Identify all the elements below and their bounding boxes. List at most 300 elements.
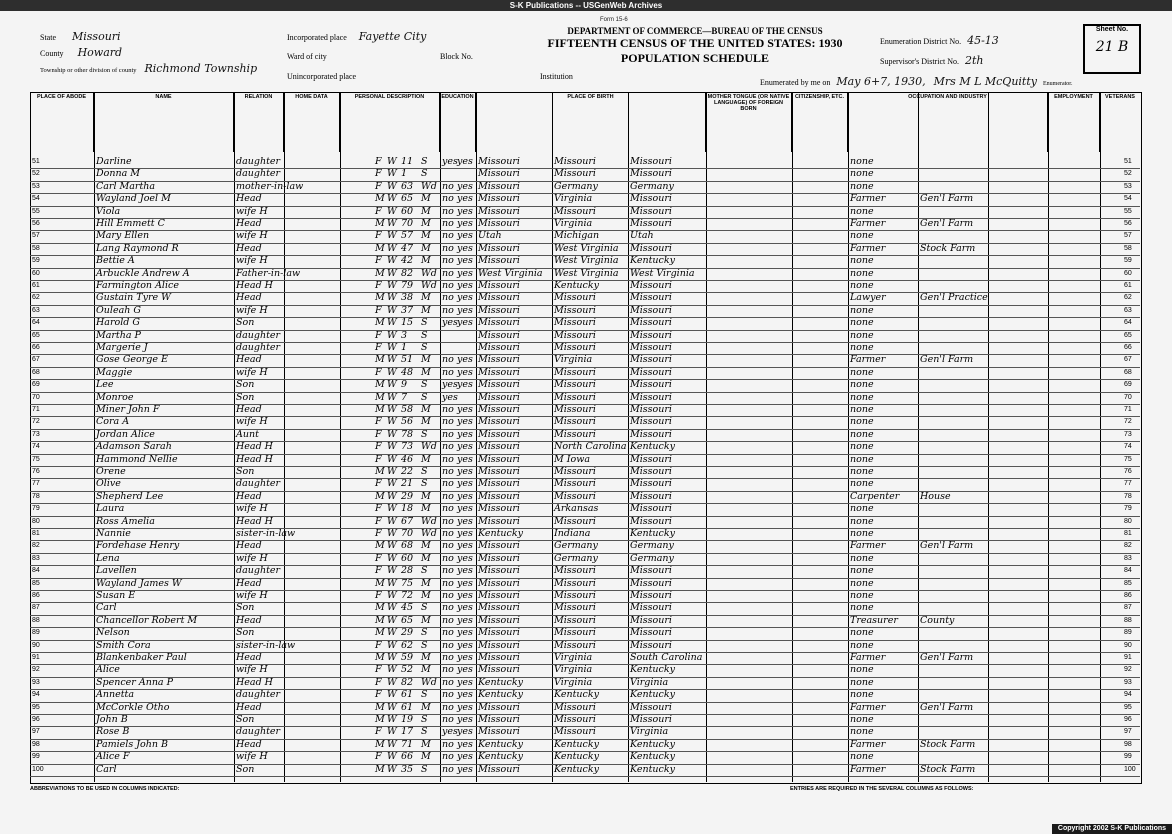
cell-marital: M — [421, 552, 431, 564]
cell-name: Lena — [96, 552, 120, 564]
cell-age: 67 — [401, 515, 414, 527]
cell-race: W — [387, 354, 397, 366]
cell-occupation: none — [850, 404, 874, 415]
cell-mother: Missouri — [630, 342, 672, 353]
cell-birth: Missouri — [478, 329, 520, 341]
cell-relation: Head — [236, 652, 262, 663]
cell-line: 60 — [32, 269, 40, 277]
cell-name: Lavellen — [96, 565, 137, 577]
cell-birth: Missouri — [478, 205, 520, 217]
table-row — [30, 714, 1140, 727]
cell-industry: Stock Farm — [920, 242, 976, 254]
cell-name: Susan E — [96, 590, 136, 601]
cell-mother: Missouri — [630, 292, 672, 304]
cell-father: Missouri — [554, 317, 596, 329]
cell-line-right: 70 — [1124, 393, 1132, 401]
cell-father: Missouri — [554, 292, 596, 304]
cell-sex: M — [375, 242, 385, 254]
cell-read: yes — [457, 255, 473, 267]
cell-line: 83 — [32, 554, 40, 562]
cell-line: 90 — [32, 641, 40, 649]
cell-birth: Missouri — [478, 416, 520, 428]
col-citizenship: CITIZENSHIP, ETC. — [792, 92, 848, 152]
cell-school: no — [442, 292, 454, 304]
cell-read: yes — [457, 602, 473, 614]
institution-label: Institution — [540, 72, 573, 81]
cell-sex: M — [375, 193, 385, 205]
cell-industry: Gen'l Farm — [920, 652, 974, 663]
cell-line-right: 77 — [1124, 480, 1132, 488]
cell-relation: Head — [236, 404, 262, 415]
table-row — [30, 516, 1140, 529]
cell-line: 64 — [32, 319, 40, 327]
supervisor-label: Supervisor's District No. — [880, 57, 959, 66]
cell-read: yes — [457, 404, 473, 415]
cell-school: no — [442, 218, 454, 229]
cell-line: 65 — [32, 331, 40, 339]
cell-line-right: 53 — [1124, 182, 1132, 190]
cell-school: no — [442, 763, 454, 775]
cell-father: Missouri — [554, 428, 596, 440]
cell-age: 19 — [401, 714, 414, 725]
cell-mother: Missouri — [630, 590, 672, 601]
cell-marital: Wd — [421, 180, 437, 192]
cell-name: Maggie — [96, 366, 133, 378]
cell-line: 75 — [32, 455, 40, 463]
table-row — [30, 156, 1140, 169]
cell-birth: Missouri — [478, 590, 520, 601]
cell-age: 60 — [401, 552, 414, 564]
cell-age: 3 — [401, 329, 408, 341]
cell-relation: Head — [236, 540, 262, 552]
cell-school: no — [442, 664, 454, 676]
cell-race: W — [387, 428, 397, 440]
table-row — [30, 292, 1140, 305]
sheet-label: Sheet No. — [1095, 26, 1129, 33]
cell-mother: Missouri — [630, 714, 672, 725]
cell-occupation: none — [850, 230, 874, 242]
cell-marital: M — [421, 652, 431, 663]
cell-race: W — [387, 205, 397, 217]
cell-mother: Germany — [630, 180, 674, 192]
cell-school: no — [442, 528, 454, 539]
table-row — [30, 478, 1140, 491]
cell-name: Monroe — [96, 391, 134, 403]
cell-marital: M — [421, 404, 431, 415]
enum-district-field — [880, 34, 999, 47]
cell-sex: F — [375, 168, 382, 180]
cell-relation: wife H — [236, 751, 268, 763]
cell-line-right: 91 — [1124, 654, 1132, 661]
cell-line-right: 90 — [1124, 641, 1132, 649]
cell-name: Alice F — [96, 751, 130, 763]
cell-occupation: Farmer — [850, 763, 886, 775]
incorporated-field — [287, 30, 426, 43]
cell-name: Viola — [96, 205, 121, 217]
table-row — [30, 540, 1140, 553]
cell-school: no — [442, 428, 454, 440]
cell-father: Indiana — [554, 528, 591, 539]
cell-line-right: 79 — [1124, 505, 1132, 513]
cell-race: W — [387, 441, 397, 453]
cell-name: Lee — [96, 379, 114, 391]
cell-school: no — [442, 614, 454, 626]
cell-line-right: 98 — [1124, 740, 1132, 748]
cell-father: North Carolina — [554, 441, 627, 453]
cell-race: W — [387, 304, 397, 316]
cell-birth: Missouri — [478, 478, 520, 490]
cell-occupation: none — [850, 751, 874, 763]
cell-race: W — [387, 602, 397, 614]
cell-age: 42 — [401, 255, 414, 267]
cell-marital: M — [421, 540, 431, 552]
cell-relation: daughter — [236, 329, 281, 341]
cell-read: yes — [457, 453, 473, 465]
cell-marital: M — [421, 218, 431, 229]
incorporated-label: Incorporated place — [287, 33, 347, 42]
cell-line-right: 99 — [1124, 753, 1132, 761]
cell-father: Missouri — [554, 577, 596, 589]
cell-father: Missouri — [554, 366, 596, 378]
cell-sex: F — [375, 366, 382, 378]
cell-name: Nelson — [96, 627, 130, 639]
cell-race: W — [387, 701, 397, 713]
cell-marital: S — [421, 428, 428, 440]
cell-name: Martha P — [96, 329, 141, 341]
county-label: County — [40, 49, 64, 58]
cell-relation: wife H — [236, 366, 268, 378]
cell-industry: Gen'l Farm — [920, 540, 974, 552]
cell-line: 84 — [32, 567, 40, 575]
cell-marital: S — [421, 391, 428, 403]
cell-line: 87 — [32, 604, 40, 612]
cell-age: 70 — [401, 218, 414, 229]
cell-race: W — [387, 329, 397, 341]
cell-relation: Father-in-law — [236, 267, 301, 279]
cell-line: 98 — [32, 740, 40, 748]
cell-line-right: 83 — [1124, 554, 1132, 562]
cell-name: Carl — [96, 602, 117, 614]
cell-sex: F — [375, 156, 382, 167]
cell-name: Shepherd Lee — [96, 490, 164, 502]
banner-bar — [0, 0, 1172, 11]
cell-school: no — [442, 652, 454, 663]
cell-mother: Kentucky — [630, 751, 675, 763]
cell-occupation: none — [850, 205, 874, 217]
cell-name: Alice — [96, 664, 120, 676]
cell-name: McCorkle Otho — [96, 701, 170, 713]
cell-race: W — [387, 230, 397, 242]
cell-line-right: 73 — [1124, 430, 1132, 438]
cell-marital: M — [421, 664, 431, 676]
cell-father: Missouri — [554, 701, 596, 713]
table-row — [30, 503, 1140, 516]
cell-read: yes — [457, 280, 473, 291]
cell-read: yes — [457, 366, 473, 378]
cell-line: 67 — [32, 356, 40, 364]
cell-line: 97 — [32, 728, 40, 736]
cell-relation: Son — [236, 602, 255, 614]
cell-mother: Missouri — [630, 478, 672, 490]
cell-line: 68 — [32, 368, 40, 376]
cell-marital: S — [421, 317, 428, 329]
cell-mother: Utah — [630, 230, 654, 242]
cell-name: Rose B — [96, 726, 130, 738]
cell-age: 65 — [401, 614, 414, 626]
cell-race: W — [387, 664, 397, 676]
cell-marital: M — [421, 503, 431, 515]
cell-name: Carl — [96, 763, 117, 775]
cell-marital: M — [421, 230, 431, 242]
cell-name: Annetta — [96, 689, 135, 701]
cell-name: Ross Amelia — [96, 515, 155, 527]
cell-sex: F — [375, 552, 382, 564]
cell-read: yes — [457, 639, 473, 651]
table-row — [30, 466, 1140, 479]
cell-relation: Head — [236, 614, 262, 626]
table-row — [30, 528, 1140, 541]
cell-school: yes — [442, 156, 458, 167]
cell-relation: Head H — [236, 280, 273, 291]
cell-father: Germany — [554, 540, 598, 552]
cell-birth: Missouri — [478, 242, 520, 254]
cell-race: W — [387, 639, 397, 651]
cell-line: 58 — [32, 244, 40, 252]
cell-sex: F — [375, 751, 382, 763]
cell-name: Adamson Sarah — [96, 441, 172, 453]
cell-name: Farmington Alice — [96, 280, 179, 291]
cell-race: W — [387, 565, 397, 577]
cell-father: West Virginia — [554, 255, 619, 267]
cell-race: W — [387, 738, 397, 750]
cell-read: yes — [457, 751, 473, 763]
cell-occupation: none — [850, 639, 874, 651]
cell-occupation: none — [850, 168, 874, 180]
table-row — [30, 615, 1140, 628]
cell-age: 17 — [401, 726, 414, 738]
cell-birth: Missouri — [478, 441, 520, 453]
cell-sex: M — [375, 701, 385, 713]
cell-age: 48 — [401, 366, 414, 378]
table-row — [30, 206, 1140, 219]
cell-industry: County — [920, 614, 955, 626]
cell-race: W — [387, 453, 397, 465]
cell-race: W — [387, 614, 397, 626]
cell-school: no — [442, 602, 454, 614]
cell-sex: M — [375, 577, 385, 589]
col-occupation: OCCUPATION AND INDUSTRY — [848, 92, 1048, 152]
table-row — [30, 677, 1140, 690]
cell-school: no — [442, 267, 454, 279]
table-row — [30, 354, 1140, 367]
cell-mother: Missouri — [630, 193, 672, 205]
cell-mother: Missouri — [630, 416, 672, 428]
cell-occupation: Farmer — [850, 218, 886, 229]
cell-mother: Virginia — [630, 676, 669, 688]
cell-mother: Missouri — [630, 205, 672, 217]
table-row — [30, 342, 1140, 355]
cell-birth: Missouri — [478, 726, 520, 738]
cell-industry: Gen'l Practice — [920, 292, 988, 304]
cell-father: Missouri — [554, 379, 596, 391]
cell-race: W — [387, 552, 397, 564]
cell-school: no — [442, 304, 454, 316]
cell-relation: Head — [236, 193, 262, 205]
cell-read: yes — [457, 738, 473, 750]
cell-line: 54 — [32, 195, 40, 203]
cell-sex: F — [375, 515, 382, 527]
cell-school: no — [442, 503, 454, 515]
cell-school: no — [442, 242, 454, 254]
cell-school: no — [442, 540, 454, 552]
cell-age: 82 — [401, 267, 414, 279]
cell-school: no — [442, 701, 454, 713]
table-row — [30, 243, 1140, 256]
cell-marital: M — [421, 292, 431, 304]
cell-father: Virginia — [554, 652, 593, 663]
cell-school: no — [442, 590, 454, 601]
cell-race: W — [387, 156, 397, 167]
cell-age: 1 — [401, 168, 408, 180]
cell-age: 22 — [401, 466, 414, 477]
cell-marital: M — [421, 701, 431, 713]
cell-line-right: 85 — [1124, 579, 1132, 587]
cell-relation: Head H — [236, 676, 273, 688]
cell-sex: M — [375, 218, 385, 229]
cell-birth: Missouri — [478, 379, 520, 391]
col-home-data: HOME DATA — [284, 92, 340, 152]
cell-marital: M — [421, 366, 431, 378]
cell-father: Arkansas — [554, 503, 599, 515]
cell-race: W — [387, 540, 397, 552]
cell-line: 74 — [32, 443, 40, 451]
cell-name: Margerie J — [96, 342, 148, 353]
cell-marital: M — [421, 590, 431, 601]
cell-father: Missouri — [554, 714, 596, 725]
cell-birth: Missouri — [478, 193, 520, 205]
cell-age: 63 — [401, 180, 414, 192]
township-value: Richmond Township — [144, 62, 258, 75]
cell-marital: M — [421, 354, 431, 366]
cell-industry: Gen'l Farm — [920, 701, 974, 713]
cell-marital: M — [421, 304, 431, 316]
cell-race: W — [387, 168, 397, 180]
cell-read: yes — [457, 540, 473, 552]
cell-relation: Son — [236, 763, 255, 775]
cell-line: 100 — [32, 765, 44, 773]
cell-relation: mother-in-law — [236, 180, 304, 192]
county-field — [40, 46, 122, 59]
cell-father: Kentucky — [554, 738, 599, 750]
cell-name: Nannie — [96, 528, 131, 539]
table-row — [30, 553, 1140, 566]
cell-relation: daughter — [236, 689, 281, 701]
cell-relation: daughter — [236, 342, 281, 353]
cell-sex: F — [375, 441, 382, 453]
table-row — [30, 627, 1140, 640]
cell-marital: M — [421, 453, 431, 465]
cell-race: W — [387, 218, 397, 229]
cell-birth: Utah — [478, 230, 502, 242]
cell-relation: Head — [236, 490, 262, 502]
cell-mother: Kentucky — [630, 664, 675, 676]
cell-age: 60 — [401, 205, 414, 217]
cell-occupation: Farmer — [850, 738, 886, 750]
cell-line-right: 81 — [1124, 530, 1132, 537]
cell-father: Missouri — [554, 639, 596, 651]
cell-age: 71 — [401, 738, 414, 750]
cell-birth: Missouri — [478, 168, 520, 180]
cell-mother: Missouri — [630, 329, 672, 341]
cell-marital: S — [421, 726, 428, 738]
table-row — [30, 181, 1140, 194]
cell-occupation: none — [850, 577, 874, 589]
cell-line: 76 — [32, 468, 40, 475]
cell-read: yes — [457, 304, 473, 316]
table-row — [30, 230, 1140, 243]
cell-father: West Virginia — [554, 242, 619, 254]
cell-school: no — [442, 565, 454, 577]
cell-line-right: 58 — [1124, 244, 1132, 252]
cell-read: yes — [457, 490, 473, 502]
cell-read: yes — [457, 379, 473, 391]
cell-read: yes — [457, 528, 473, 539]
cell-mother: Germany — [630, 552, 674, 564]
cell-read: yes — [457, 714, 473, 725]
cell-line: 94 — [32, 691, 40, 699]
cell-race: W — [387, 404, 397, 415]
table-row — [30, 565, 1140, 578]
cell-line-right: 92 — [1124, 666, 1132, 674]
cell-name: Lang Raymond R — [96, 242, 179, 254]
cell-relation: Head — [236, 354, 262, 366]
cell-industry: House — [920, 490, 951, 502]
cell-birth: Missouri — [478, 664, 520, 676]
cell-occupation: none — [850, 689, 874, 701]
cell-father: West Virginia — [554, 267, 619, 279]
cell-relation: wife H — [236, 416, 268, 428]
cell-father: Virginia — [554, 354, 593, 366]
cell-occupation: none — [850, 714, 874, 725]
department-title: DEPARTMENT OF COMMERCE—BUREAU OF THE CENSUS — [567, 26, 823, 36]
table-row — [30, 330, 1140, 343]
cell-school: no — [442, 180, 454, 192]
cell-relation: Head H — [236, 515, 273, 527]
cell-relation: Head H — [236, 453, 273, 465]
state-field — [40, 30, 121, 43]
cell-father: Missouri — [554, 205, 596, 217]
cell-line-right: 80 — [1124, 517, 1132, 525]
cell-line: 62 — [32, 294, 40, 302]
cell-age: 28 — [401, 565, 414, 577]
cell-school: no — [442, 280, 454, 291]
cell-race: W — [387, 726, 397, 738]
cell-name: John B — [96, 714, 128, 725]
cell-read: yes — [457, 156, 473, 167]
cell-sex: M — [375, 602, 385, 614]
cell-line-right: 67 — [1124, 356, 1132, 364]
cell-name: Miner John F — [96, 404, 160, 415]
cell-mother: Missouri — [630, 242, 672, 254]
cell-father: Missouri — [554, 478, 596, 490]
cell-marital: S — [421, 565, 428, 577]
cell-relation: daughter — [236, 565, 281, 577]
cell-read: yes — [457, 205, 473, 217]
cell-mother: Missouri — [630, 466, 672, 477]
unincorporated-label: Unincorporated place — [287, 72, 357, 81]
cell-sex: M — [375, 540, 385, 552]
cell-marital: M — [421, 751, 431, 763]
